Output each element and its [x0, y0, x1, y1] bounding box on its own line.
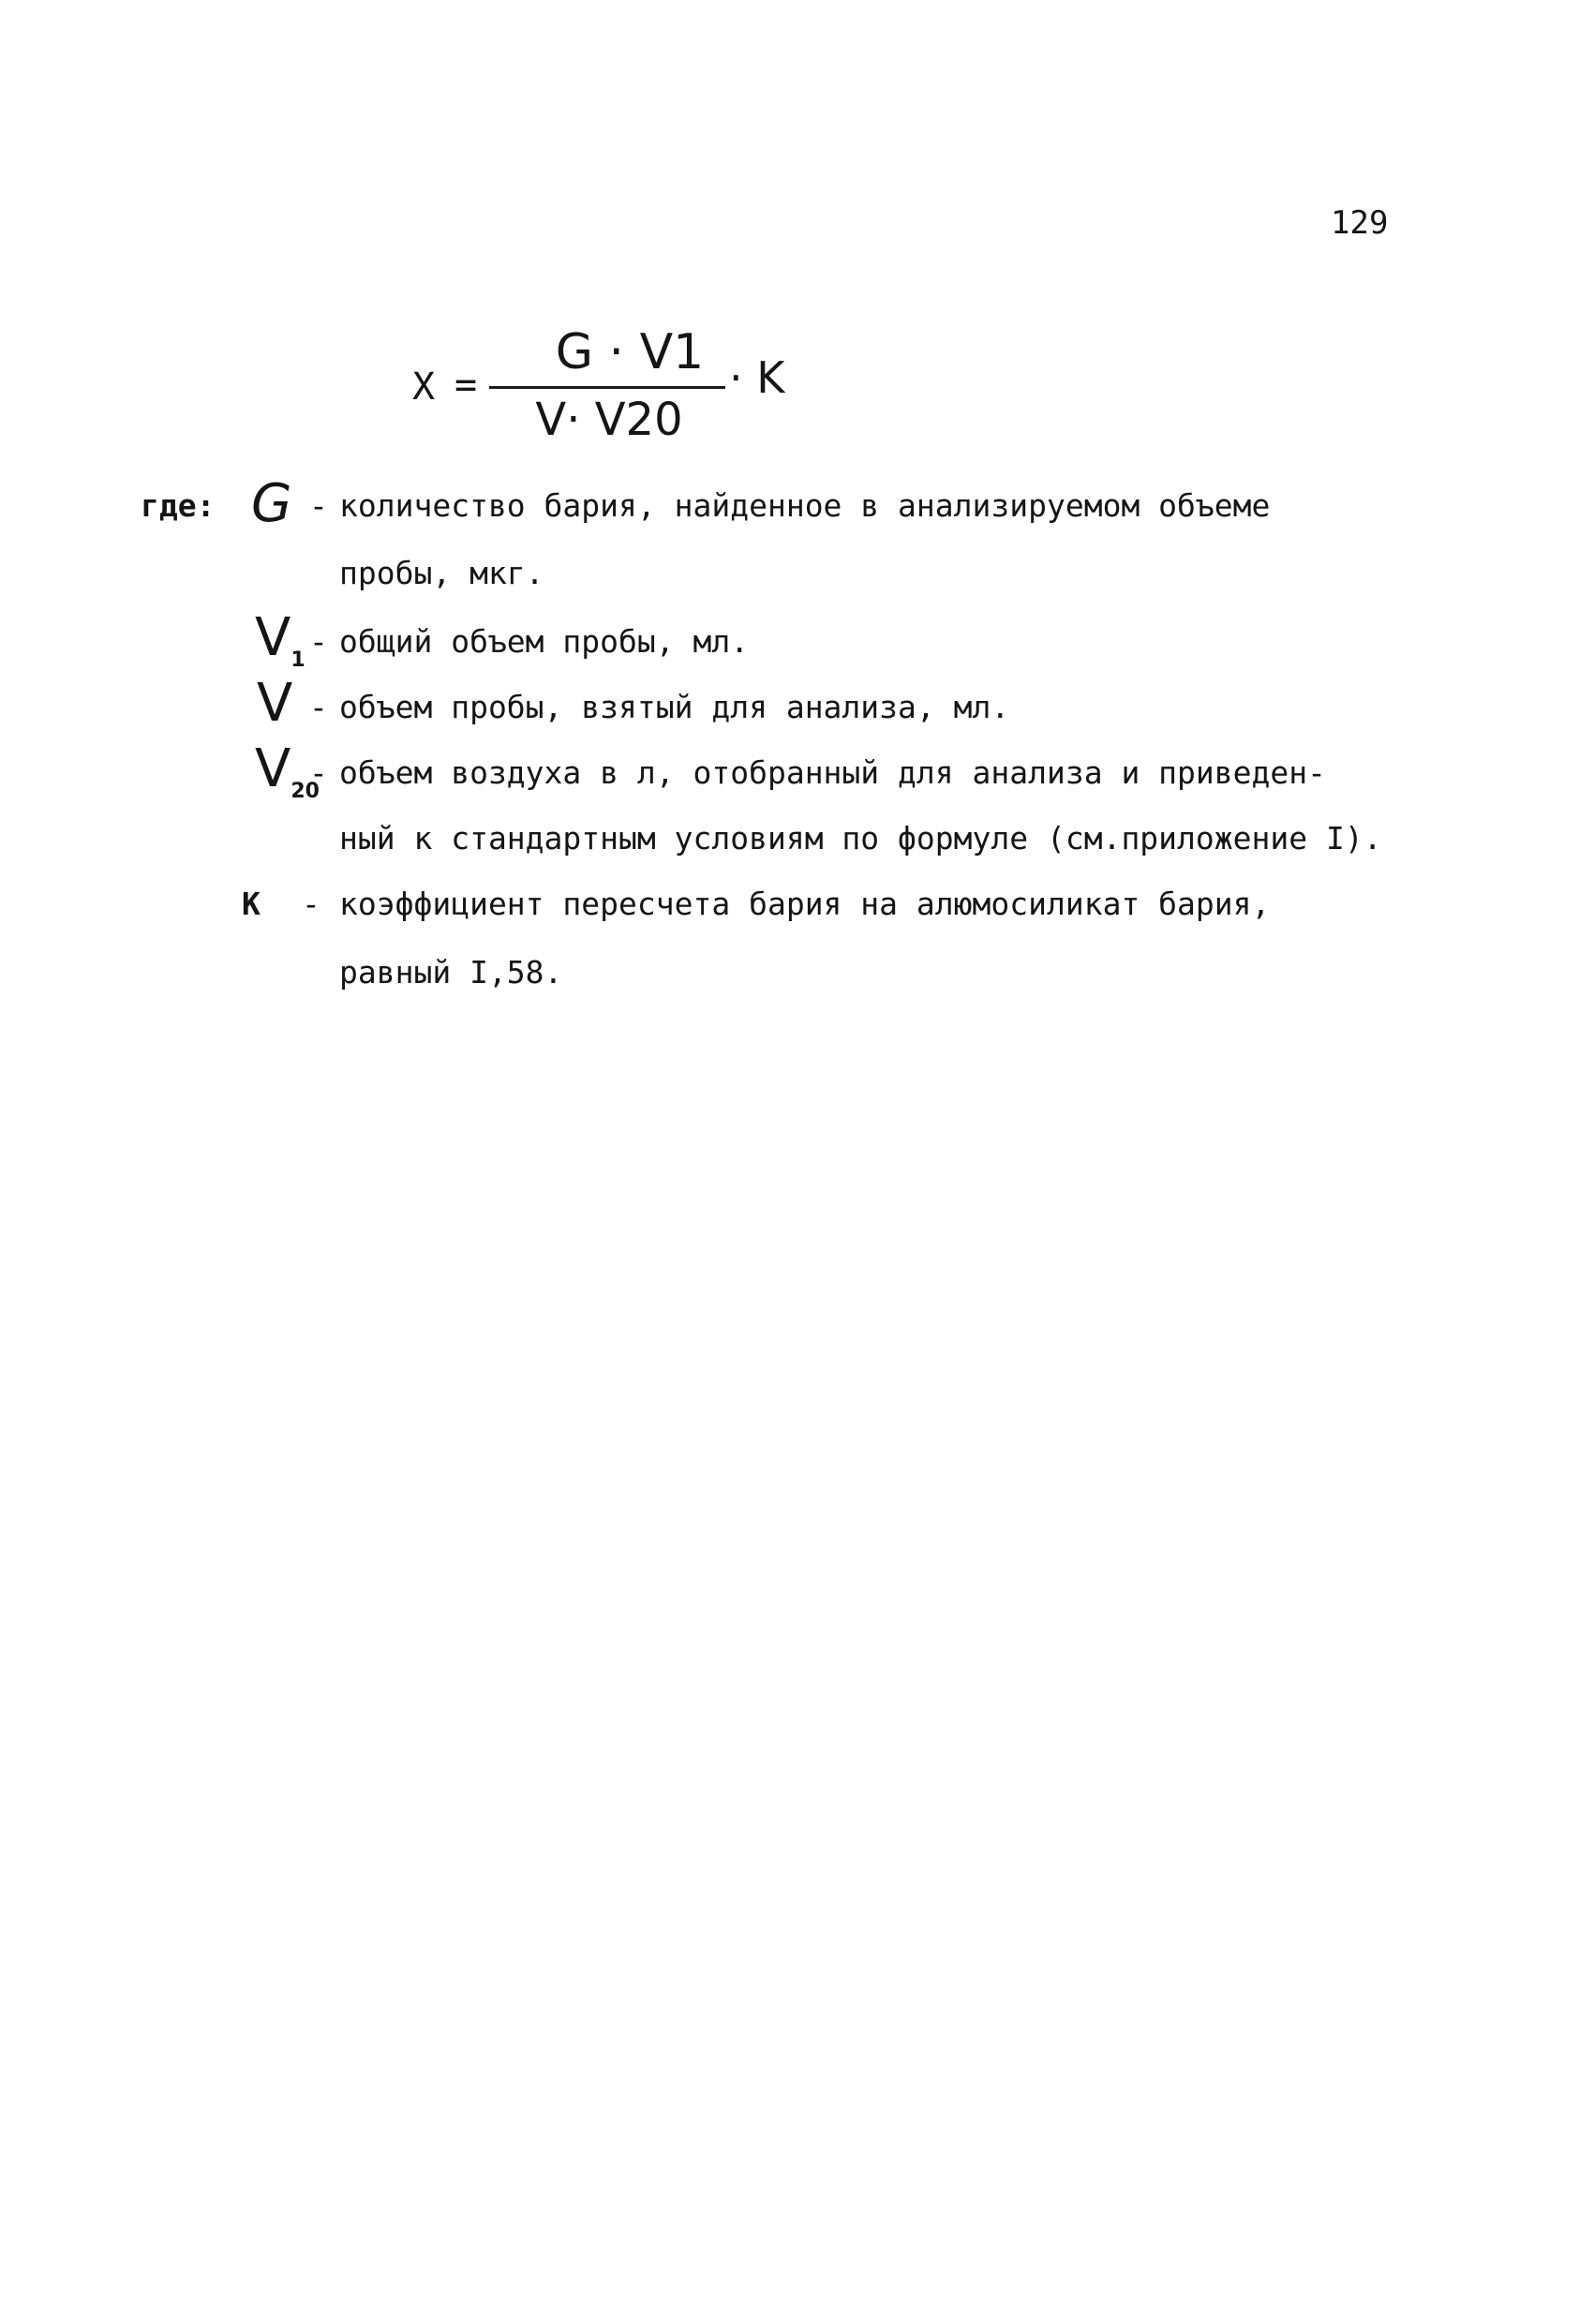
symbol-k: К: [242, 886, 261, 922]
definition-text: пробы, мкг.: [339, 555, 544, 591]
definition-text: количество бария, найденное в анализируемом объеме: [339, 487, 1271, 524]
formula-denominator: V· V20: [535, 394, 683, 446]
definitions-intro: где:: [141, 487, 216, 524]
definition-text: объем воздуха в л, отобранный для анализа и приведен-: [339, 754, 1326, 791]
symbol-letter: V: [255, 738, 291, 799]
dash: -: [302, 886, 320, 922]
symbol-v: V: [257, 673, 293, 734]
definition-text: ный к стандартным условиям по формуле (см.приложение I).: [339, 820, 1382, 857]
dash: -: [309, 754, 328, 791]
definition-text: объем пробы, взятый для анализа, мл.: [339, 689, 1010, 725]
formula-equals: =: [454, 364, 478, 407]
formula-numerator: G · V1: [555, 324, 705, 380]
definitions: [0, 0, 1594, 1125]
dash: -: [309, 487, 328, 524]
definition-text: коэффициент пересчета бария на алюмосиликат бария,: [339, 886, 1271, 922]
dash: -: [309, 689, 328, 725]
page-number: 129: [1331, 204, 1389, 242]
dash: -: [309, 623, 328, 660]
symbol-v1: [255, 607, 305, 672]
symbol-subscript: 20: [290, 780, 320, 804]
formula-multiplier: · K: [729, 352, 785, 403]
symbol-g: G: [251, 473, 292, 534]
symbol-subscript: 1: [290, 648, 305, 673]
formula-lhs: X: [412, 365, 436, 409]
definition-text: равный I,58.: [339, 954, 563, 991]
symbol-letter: V: [255, 607, 291, 668]
definition-text: общий объем пробы, мл.: [339, 623, 750, 660]
